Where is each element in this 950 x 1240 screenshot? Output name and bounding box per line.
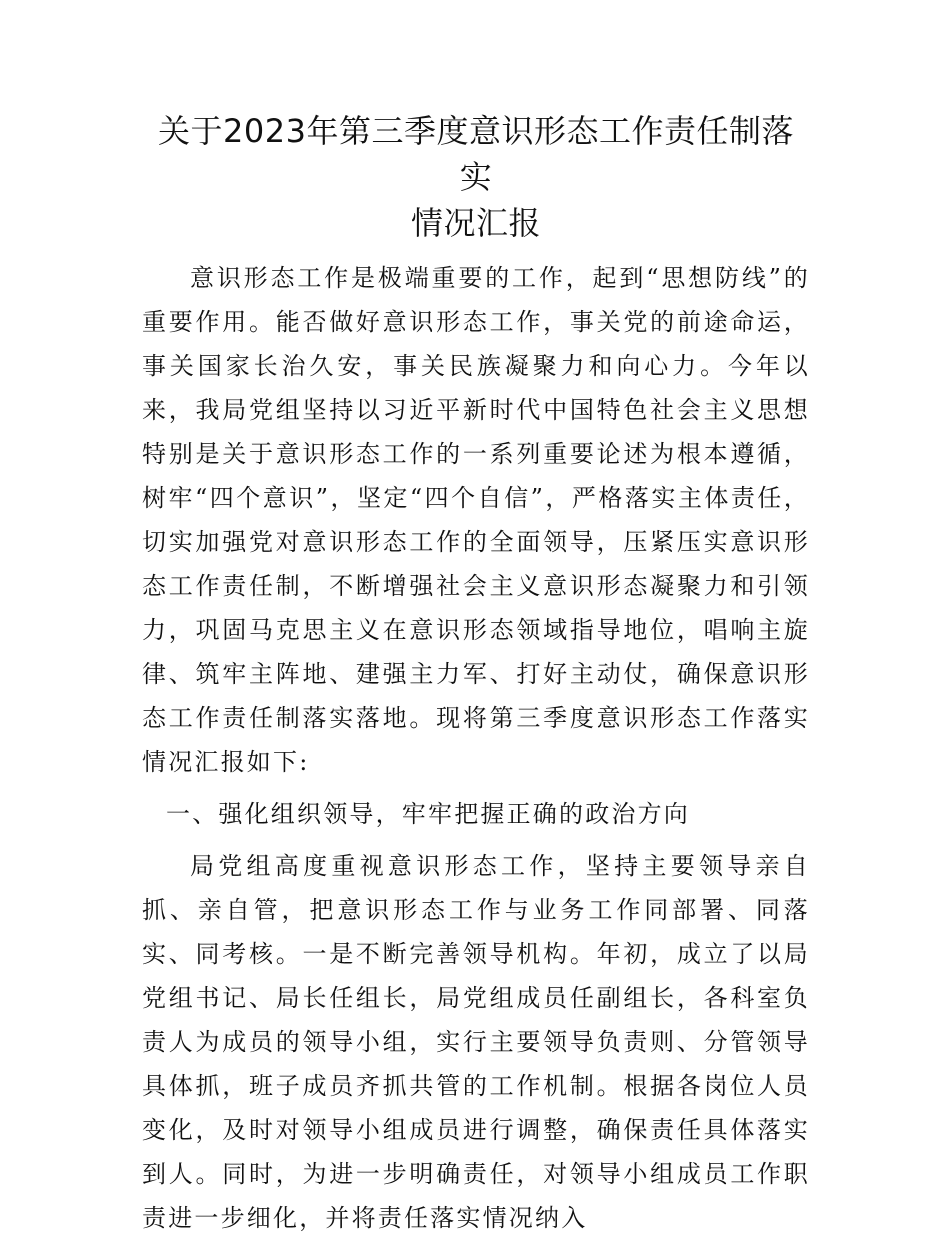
document-page	[142, 108, 810, 1240]
title-line-1: 关于2023年第三季度意识形态工作责任制落实	[158, 112, 794, 196]
title-line-2: 情况汇报	[410, 204, 541, 242]
section-1-paragraph: 局党组高度重视意识形态工作，坚持主要领导亲自抓、亲自管，把意识形态工作与业务工作同部署、同落实、同考核。一是不断完善领导机构。年初，成立了以局党组书记、局长任组长，局党组成员任副组长，各科室负责人为成员的领导小组，实行主要领导负责则、分管领导具体抓，班子成员齐抓共管的工作机制。根据各岗位人员变化，及时对领导小组成员进行调整，确保责任具体落实到人。同时，为进一步明确责任，对领导小组成员工作职责进一步细化，并将责任落实情况纳入	[142, 852, 810, 1232]
document-title	[142, 108, 810, 246]
section-heading-1: 一、强化组织领导，牢牢把握正确的政治方向	[166, 800, 690, 828]
intro-paragraph: 意识形态工作是极端重要的工作，起到“思想防线”的重要作用。能否做好意识形态工作，事关党的前途命运，事关国家长治久安，事关民族凝聚力和向心力。今年以来，我局党组坚持以习近平新时代中国特色社会主义思想特别是关于意识形态工作的一系列重要论述为根本遵循，树牢“四个意识”，坚定“四个自信”，严格落实主体责任，切实加强党对意识形态工作的全面领导，压紧压实意识形态工作责任制，不断增强社会主义意识形态凝聚力和引领力，巩固马克思主义在意识形态领域指导地位，唱响主旋律、筑牢主阵地、建强主力军、打好主动仗，确保意识形态工作责任制落实落地。现将第三季度意识形态工作落实情况汇报如下:	[142, 264, 810, 776]
